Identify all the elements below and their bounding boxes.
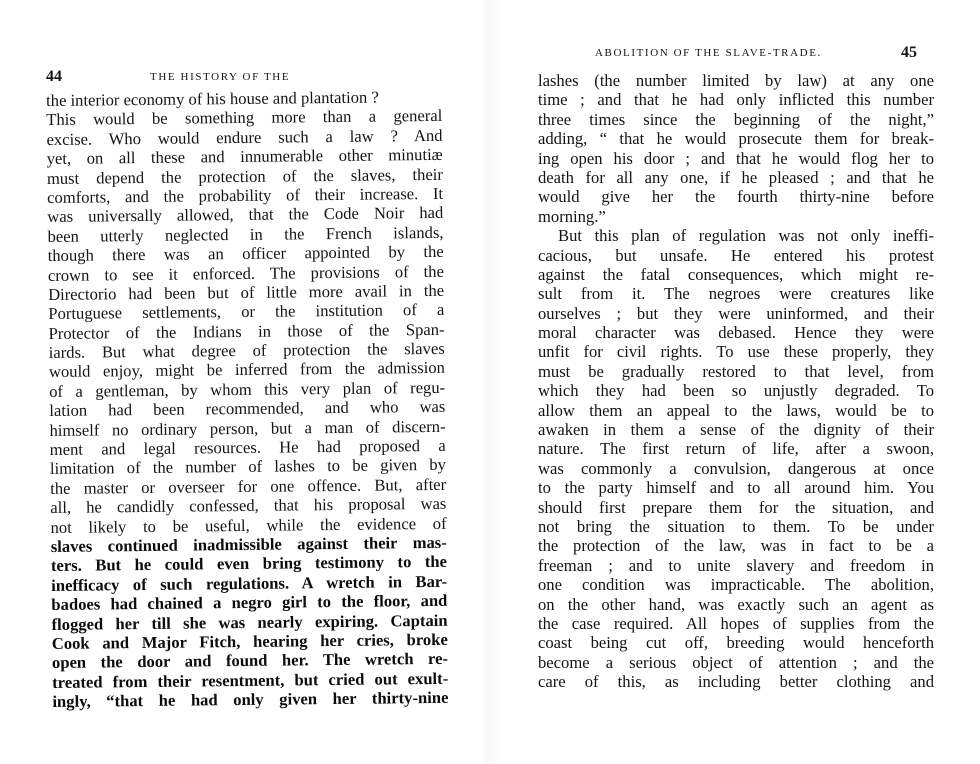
text-line: must depend the protection of the slaves, their: [46, 164, 443, 188]
text-line: yet, on all these and innumerable other minutiæ: [46, 145, 443, 169]
right-page-number: 45: [901, 44, 917, 61]
text-line: awaken in them a sense of the dignity of their: [538, 420, 934, 440]
text-line: Portuguese settlements, or the institution of a: [48, 300, 445, 324]
text-line: one condition was impracticable. The abolition,: [538, 575, 934, 595]
text-line: on the other hand, was exactly such an agent as: [538, 594, 934, 614]
text-line: limitation of the number of lashes to be given by: [49, 455, 447, 479]
text-line: to the party himself and to all around him. You: [538, 478, 934, 498]
text-line: though there was an officer appointed by the: [47, 241, 444, 266]
text-line: Directorio had been but of little more avail in the: [48, 280, 445, 304]
text-line: the interior economy of his house and plantation ?: [46, 87, 379, 110]
text-line: become a serious object of attention ; and the: [538, 652, 934, 672]
text-line: the master or overseer for one offence. But, after: [50, 474, 447, 498]
text-line: would enjoy, might be inferred from the admission: [48, 358, 446, 382]
text-line: Protector of the Indians in those of the Span-: [48, 319, 445, 343]
text-line: comforts, and the probability of their increase. It: [47, 183, 444, 207]
right-running-head: ABOLITION OF THE SLAVE-TRADE.: [595, 47, 822, 59]
right-page: [490, 0, 980, 764]
right-page-text: [538, 71, 934, 692]
text-line: was universally allowed, that the Code Noir had: [47, 203, 444, 227]
left-page-text: [46, 87, 448, 712]
text-line: been utterly neglected in the French islands,: [47, 222, 444, 246]
text-line: all, he candidly confessed, that his proposal was: [50, 494, 447, 518]
text-line: three times since the beginning of the night,”: [538, 109, 934, 129]
text-line: coast being cut off, breeding would henceforth: [538, 633, 934, 653]
text-line: inefficacy of such regulations. A wretch in Bar-: [51, 571, 448, 595]
text-line: nature. The first return of life, after a swoon,: [538, 439, 934, 459]
text-line: adding, “ that he would prosecute them for break-: [538, 129, 934, 149]
text-line: the protection of the law, was in fact to be a: [538, 536, 934, 556]
text-line: slaves continued inadmissible against their mas-: [50, 532, 447, 556]
text-line: ourselves ; but they were uninformed, and their: [538, 303, 934, 323]
text-line: moral character was debased. Hence they were: [538, 323, 934, 343]
text-line: must be gradually restored to that level, from: [538, 361, 934, 381]
text-line: himself no ordinary person, but a man of discern-: [49, 416, 446, 440]
text-line: time ; and that he had only inflicted this number: [538, 90, 934, 110]
text-line: sult from it. The negroes were creatures like: [538, 284, 934, 304]
text-line: against the fatal consequences, which might re-: [538, 264, 934, 284]
text-line: of a gentleman, by whom this very plan of regu-: [49, 377, 446, 401]
text-line: morning.”: [538, 206, 606, 226]
text-line: iards. But what degree of protection the slaves: [48, 338, 445, 363]
text-line: which they had been so unjustly degraded. To: [538, 381, 934, 401]
text-line: unfit for civil rights. To use these properly, they: [538, 342, 934, 362]
text-line: the case required. All hopes of supplies from the: [538, 613, 934, 633]
text-line: ingly, “that he had only given her thirty-nine: [52, 687, 449, 712]
text-line: ment and legal resources. He had proposed a: [49, 435, 446, 460]
text-line: not likely to be useful, while the evidence of: [50, 513, 447, 537]
text-line: Cook and Major Fitch, hearing her cries, broke: [51, 629, 448, 653]
text-line: should first prepare them for the situation, and: [538, 497, 934, 517]
text-line: lation had been recommended, and who was: [49, 397, 446, 421]
text-line: not bring the situation to them. To be under: [538, 516, 934, 536]
text-line: But this plan of regulation was not only ineffi-: [558, 226, 934, 246]
left-running-head: THE HISTORY OF THE: [150, 71, 291, 83]
text-line: freeman ; and to unite slavery and freedom in: [538, 555, 934, 575]
text-line: allow them an appeal to the laws, would be to: [538, 400, 934, 420]
text-line: ing open his door ; and that he would flog her to: [538, 148, 934, 168]
text-line: lashes (the number limited by law) at any one: [538, 71, 934, 90]
text-line: This would be something more than a general: [46, 106, 443, 130]
text-line: cacious, but unsafe. He entered his protest: [538, 245, 934, 265]
text-line: care of this, as including better clothing and: [538, 672, 934, 692]
text-line: open the door and found her. The wretch re-: [51, 649, 449, 673]
text-line: was commonly a convulsion, dangerous at once: [538, 458, 934, 478]
text-line: badoes had chained a negro girl to the floor, and: [51, 590, 448, 615]
text-line: flogged her till she was nearly expiring. Captain: [51, 610, 448, 634]
left-page-number: 44: [46, 68, 62, 85]
text-line: crown to see it enforced. The provisions of the: [47, 261, 445, 285]
text-line: excise. Who would endure such a law ? And: [46, 125, 443, 149]
text-line: treated from their resentment, but cried out exult-: [52, 668, 449, 692]
text-line: would give her the fourth thirty-nine before: [538, 187, 934, 207]
text-line: death for all any one, if he pleased ; and that he: [538, 167, 934, 187]
text-line: ters. But he could even bring testimony to the: [50, 552, 448, 576]
